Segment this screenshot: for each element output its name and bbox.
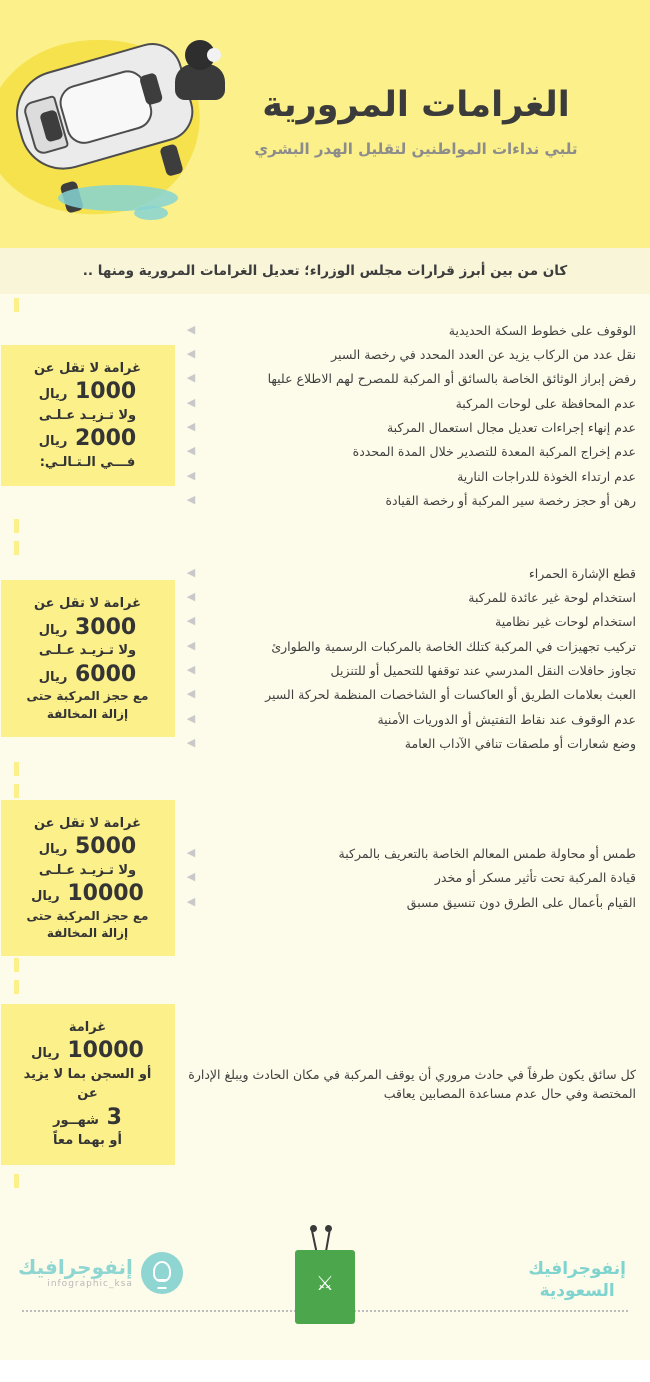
- violation-text: الوقوف على خطوط السكة الحديدية: [448, 322, 636, 338]
- list-item: [183, 489, 636, 513]
- amount-unit: ريال: [38, 387, 68, 403]
- list-item: [183, 610, 636, 634]
- amount-value: 1000: [74, 379, 137, 405]
- brand-right: [528, 1258, 626, 1302]
- header: [0, 0, 650, 248]
- tick-top: [14, 541, 19, 555]
- brand-right-line2: السعودية: [539, 1281, 615, 1302]
- podium-icon: [289, 1228, 361, 1324]
- violation-text: تجاوز حافلات النقل المدرسي عند توقفها للتحميل أو للتنزيل: [330, 663, 636, 678]
- bullet-icon: ◀: [186, 420, 196, 433]
- amount-unit: ريال: [31, 889, 60, 905]
- amount-value: 6000: [74, 661, 137, 687]
- tick-top: [14, 784, 19, 798]
- bullet-icon: ◀: [186, 468, 196, 482]
- penalty-badge-4: [1, 1004, 175, 1165]
- penalty-badge-3: [1, 800, 175, 957]
- saudi-emblem-icon: ⚔: [316, 1271, 334, 1295]
- microphone-head: [310, 1225, 317, 1232]
- tick-bottom: [14, 1174, 19, 1188]
- violation-text: قيادة المركبة تحت تأثير مسكر أو مخدر: [434, 870, 636, 886]
- bullet-icon: ◀: [186, 870, 196, 884]
- penalty-amount-2: [13, 661, 163, 689]
- violation-text: العبث بعلامات الطريق أو العاكسات أو الشاخصات المنظمة لحركة السير: [265, 687, 636, 703]
- person-face: [207, 48, 221, 62]
- tick-top: [14, 298, 19, 312]
- penalty-badge-1: [1, 345, 175, 487]
- penalty-amount-2: [13, 1104, 163, 1132]
- podium-body: [295, 1250, 355, 1324]
- violation-text: استخدام لوحة غير عائدة للمركبة: [468, 589, 636, 605]
- bullet-icon: ◀: [186, 711, 196, 725]
- footer: [0, 1192, 650, 1360]
- penalty-line-3: أو بهما معاً: [53, 1133, 122, 1148]
- violation-text: طمس أو محاولة طمس المعالم الخاصة بالتعريف بالمركبة: [338, 845, 636, 861]
- violation-text: رهن أو حجز رخصة سير المركبة أو رخصة القيادة: [385, 493, 636, 509]
- penalty-wrap-2: [0, 555, 175, 762]
- bullet-icon: ◀: [186, 371, 196, 385]
- violation-text: قطع الإشارة الحمراء: [528, 565, 636, 581]
- bullet-icon: ◀: [186, 614, 196, 628]
- penalty-note: مع حجز المركبة حتى إزالة المخالفة: [26, 689, 149, 721]
- microphone-head: [325, 1225, 332, 1232]
- penalty-line-2: ولا تـزيـد عـلـى: [38, 862, 137, 878]
- penalty-amount-1: [13, 378, 163, 406]
- penalty-amount-1: [13, 833, 163, 861]
- penalty-line-1: غرامة: [68, 1019, 107, 1035]
- bullet-icon: ◀: [186, 346, 196, 360]
- brand-left-arabic: إنفوجرافيك: [18, 1255, 133, 1279]
- violations-list-1: [175, 312, 650, 519]
- brand-left: [18, 1252, 183, 1294]
- list-item: [183, 367, 636, 391]
- page-subtitle: تلبي نداءات المواطنين لتقليل الهدر البشري: [254, 140, 578, 158]
- bullet-icon: ◀: [186, 894, 196, 908]
- violation-text: كل سائق يكون طرفاً في حادث مروري أن يوقف المركبة في مكان الحادث ويبلغ الإدارة المختصة وفي حال عدم مساعدة المصابين يعاقب: [188, 1066, 636, 1101]
- amount-unit: ريال: [38, 669, 68, 685]
- section-2: [0, 537, 650, 780]
- penalty-amount-1: [13, 614, 163, 642]
- person-head: [185, 40, 215, 70]
- violations-list-2: [175, 555, 650, 762]
- amount-value: 10000: [67, 881, 144, 907]
- penalty-note: مع حجز المركبة حتى إزالة المخالفة: [26, 908, 149, 940]
- violation-text: استخدام لوحات غير نظامية: [495, 614, 636, 630]
- list-item: [183, 890, 636, 914]
- intro-bar: [0, 248, 650, 294]
- violation-text: تركيب تجهيزات في المركبة كتلك الخاصة بالمركبات الرسمية والطوارئ: [271, 638, 636, 654]
- violation-text: رفض إبراز الوثائق الخاصة بالسائق أو المركبة للمصرح لهم الاطلاع عليها: [267, 371, 636, 387]
- amount-unit: ريال: [38, 622, 68, 638]
- violation-text: عدم ارتداء الخوذة للدراجات النارية: [457, 468, 636, 484]
- list-item: [183, 464, 636, 488]
- violations-list-3: [175, 798, 650, 958]
- amount-unit: ريال: [38, 842, 68, 858]
- brand-right-line1: إنفوجرافيك: [528, 1259, 626, 1279]
- list-item: [183, 707, 636, 731]
- header-titles: [206, 84, 626, 158]
- list-item: [183, 634, 636, 658]
- bullet-icon: ◀: [186, 687, 196, 701]
- list-item: [183, 659, 636, 683]
- list-item: [183, 318, 636, 342]
- bullet-icon: ◀: [186, 565, 196, 579]
- bullet-icon: ◀: [186, 322, 196, 336]
- bullet-icon: ◀: [186, 663, 196, 676]
- penalty-line-2: أو السجن بما لا يزيد عن: [23, 1066, 152, 1101]
- list-item: [183, 342, 636, 366]
- section-4: [0, 976, 650, 1192]
- violation-text: عدم إخراج المركبة المعدة للتصدير خلال المدة المحددة: [352, 444, 636, 460]
- violation-text: القيام بأعمال على الطرق دون تنسيق مسبق: [406, 894, 636, 910]
- penalty-badge-2: [1, 580, 175, 737]
- bullet-icon: ◀: [186, 736, 196, 750]
- penalty-line-2: ولا تـزيـد عـلـى: [38, 407, 137, 423]
- amount-value: 5000: [74, 834, 137, 860]
- section-1: [0, 294, 650, 537]
- violation-text: عدم المحافظة على لوحات المركبة: [455, 395, 636, 411]
- penalty-line-3: فـــي الـتـالـي:: [39, 454, 136, 470]
- list-item: [183, 561, 636, 585]
- list-item: [183, 440, 636, 464]
- list-item: [183, 416, 636, 440]
- bullet-icon: ◀: [186, 444, 196, 458]
- list-item: [183, 841, 636, 865]
- violations-list-4: [175, 994, 650, 1174]
- penalty-amount-2: [13, 425, 163, 453]
- amount-unit: شهــور: [53, 1112, 99, 1128]
- penalty-line-2: ولا تـزيـد عـلـى: [38, 643, 137, 659]
- penalty-wrap-3: [0, 798, 175, 958]
- penalty-line-1: غرامة لا تقل عن: [33, 360, 142, 376]
- tick-bottom: [14, 519, 19, 533]
- lightbulb-icon: [141, 1252, 183, 1294]
- bullet-icon: ◀: [186, 845, 196, 859]
- penalty-wrap-4: [0, 994, 175, 1174]
- list-item: [183, 1062, 636, 1106]
- penalty-wrap-1: [0, 312, 175, 519]
- list-item: [183, 866, 636, 890]
- brand-left-text: [18, 1257, 133, 1289]
- amount-value: 3000: [74, 614, 137, 640]
- violation-text: نقل عدد من الركاب يزيد عن العدد المحدد في رخصة السير: [331, 346, 636, 362]
- bullet-icon: ◀: [186, 395, 196, 409]
- amount-value: 10000: [67, 1038, 144, 1063]
- brand-left-latin: infographic_ksa: [47, 1279, 133, 1289]
- tick-top: [14, 980, 19, 994]
- tick-bottom: [14, 762, 19, 776]
- bullet-icon: ◀: [186, 638, 196, 652]
- penalty-amount-1: [13, 1037, 163, 1065]
- violation-text: عدم إنهاء إجراءات تعديل مجال استعمال المركبة: [386, 420, 636, 435]
- list-item: [183, 683, 636, 707]
- section-3: [0, 780, 650, 976]
- amount-value: 3: [106, 1104, 122, 1130]
- amount-unit: ريال: [38, 434, 68, 450]
- amount-value: 2000: [74, 426, 137, 452]
- violation-text: عدم الوقوف عند نقاط التفتيش أو الدوريات الأمنية: [377, 711, 636, 727]
- penalty-line-1: غرامة لا تقل عن: [33, 596, 142, 612]
- bullet-icon: ◀: [186, 589, 196, 603]
- intro-text: كان من بين أبرز قرارات مجلس الوزراء؛ تعديل الغرامات المرورية ومنها ..: [82, 263, 568, 279]
- page-title: الغرامات المرورية: [262, 85, 570, 125]
- tick-bottom: [14, 958, 19, 972]
- penalty-line-1: غرامة لا تقل عن: [33, 815, 142, 831]
- violation-text: وضع شعارات أو ملصقات تنافي الآداب العامة: [404, 736, 636, 752]
- amount-unit: ريال: [31, 1046, 60, 1061]
- penalty-amount-2: [13, 880, 163, 908]
- list-item: [183, 585, 636, 609]
- water-splash-small: [134, 206, 168, 220]
- bullet-icon: ◀: [186, 493, 196, 507]
- list-item: [183, 391, 636, 415]
- list-item: [183, 732, 636, 756]
